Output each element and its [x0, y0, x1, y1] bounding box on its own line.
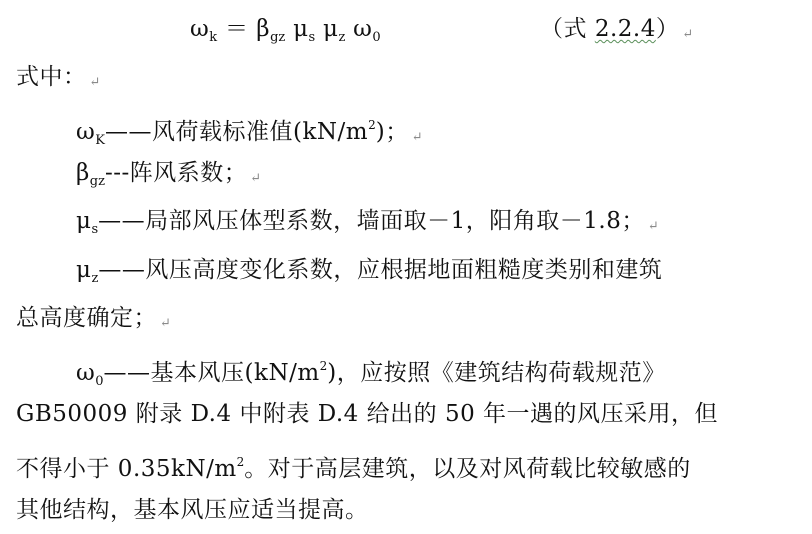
formula-beta-sub: gz	[270, 30, 286, 45]
paragraph-mark: ↵	[647, 219, 660, 234]
definition-beta-gz	[76, 158, 262, 197]
definition-text: 总高度确定；	[16, 305, 157, 331]
paragraph-mark: ↵	[160, 316, 172, 331]
definition-symbol: ω	[76, 360, 96, 386]
equation-number	[540, 14, 694, 50]
formula-omega-sub: k	[209, 30, 218, 45]
formula-omega: ω	[190, 16, 210, 42]
equation-number-suffix: ）	[655, 16, 680, 42]
intro-text: 式中：	[16, 64, 87, 90]
definition-sup: 2	[368, 118, 376, 132]
definition-mu-s	[76, 206, 659, 245]
definition-symbol-sub: s	[91, 222, 99, 237]
formula-beta: β	[256, 16, 271, 42]
definition-text: ——风压高度变化系数，应根据地面粗糙度类别和建筑	[98, 257, 663, 283]
formula-mu-z-sub: z	[338, 30, 346, 45]
paragraph-mark: ↵	[682, 27, 694, 42]
definition-symbol: μ	[76, 257, 92, 283]
formula-omega0: ω	[353, 16, 373, 42]
definition-symbol: μ	[76, 208, 92, 234]
definition-mu-z-continued	[16, 303, 171, 339]
formula-mu-s-sub: s	[308, 30, 316, 45]
definition-text-end: )，应按照《建筑结构荷载规范》	[327, 360, 666, 386]
definition-sup: 2	[236, 455, 245, 469]
formula-omega0-sub: 0	[372, 30, 381, 45]
definition-omega-0-line3	[16, 447, 691, 484]
definition-sup: 2	[319, 359, 328, 373]
definition-text: ——风荷载标准值(kN/m	[104, 119, 369, 145]
definition-symbol: β	[76, 160, 90, 186]
paragraph-mark: ↵	[250, 171, 262, 186]
paragraph-mark: ↵	[411, 130, 424, 145]
equation-number-prefix: （式	[540, 16, 595, 42]
intro-line	[16, 62, 101, 98]
formula-mu-s: μ	[293, 16, 309, 42]
definition-symbol-sub: gz	[89, 174, 105, 189]
definition-text: 其他结构，基本风压应适当提高。	[16, 497, 369, 523]
definition-omega-0-line4	[16, 495, 369, 525]
definition-symbol-sub: z	[91, 271, 99, 286]
definition-text: 不得小于 0.35kN/m	[16, 456, 237, 482]
formula-line	[190, 14, 381, 53]
definition-omega-0-line2	[16, 399, 718, 429]
definition-symbol-sub: 0	[95, 374, 104, 389]
definition-text-end: )；	[375, 119, 409, 145]
equation-number-value: 2.2.4	[594, 16, 656, 42]
formula-equals: ＝	[217, 16, 249, 42]
formula-mu-z: μ	[323, 16, 339, 42]
definition-text: ---阵风系数；	[104, 160, 248, 186]
definition-omega-k	[76, 110, 423, 156]
definition-mu-z	[76, 255, 662, 294]
definition-text-end: 。对于高层建筑，以及对风荷载比较敏感的	[244, 456, 691, 482]
paragraph-mark: ↵	[89, 75, 101, 90]
definition-text: GB50009 附录 D.4 中附表 D.4 给出的 50 年一遇的风压采用，但	[16, 401, 719, 427]
definition-symbol: ω	[76, 119, 96, 145]
definition-omega-0	[76, 351, 666, 397]
definition-symbol-sub: K	[95, 133, 105, 148]
definition-text: ——局部风压体型系数，墙面取－1，阳角取－1.8；	[98, 208, 645, 234]
definition-text: ——基本风压(kN/m	[103, 360, 320, 386]
